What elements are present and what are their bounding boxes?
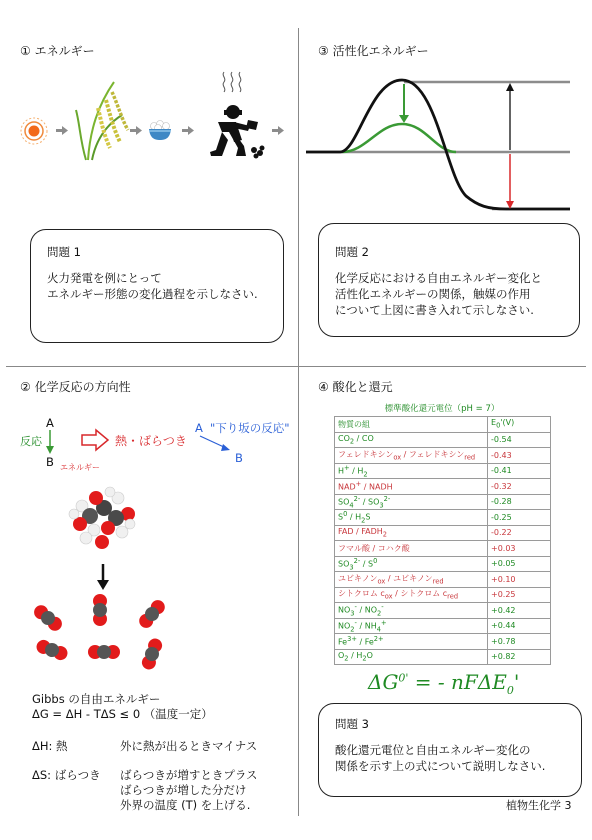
value-cell: -0.25	[488, 510, 551, 526]
reaction-label: 反応	[20, 435, 42, 448]
co2-molecule-icon	[93, 594, 107, 626]
question2-title: 問題 2	[335, 245, 369, 259]
table-row	[335, 572, 551, 588]
glucose-molecule-icon	[69, 487, 135, 549]
question3-box	[318, 703, 582, 797]
value-cell: +0.78	[488, 634, 551, 650]
value-cell: +0.03	[488, 541, 551, 557]
table-row	[335, 479, 551, 495]
value-cell: +0.82	[488, 649, 551, 665]
steam-icon	[223, 72, 241, 92]
value-cell: -0.41	[488, 463, 551, 479]
value-cell: -0.32	[488, 479, 551, 495]
co2-molecule-icon	[88, 645, 120, 659]
question2-line2: 活性化エネルギーの関係，触媒の作用	[335, 287, 531, 301]
table-row	[335, 649, 551, 665]
redox-potential-table	[334, 416, 551, 665]
delta-s-description-3: 外界の温度 (T) を上げる.	[120, 798, 251, 812]
rice-bowl-icon	[149, 121, 171, 141]
pair-cell: フェレドキシン$_{ox}$ / フェレドキシン$_{red}$	[335, 448, 488, 464]
downhill-a-label: A	[195, 421, 203, 435]
question2-box	[318, 223, 580, 337]
delta-s-description-1: ばらつきが増すときプラス	[120, 768, 258, 782]
delta-s-description-2: ばらつきが増した分だけ	[120, 783, 247, 797]
value-cell: +0.42	[488, 603, 551, 619]
table-row	[335, 494, 551, 510]
question1-line2: エネルギー形態の変化過程を示しなさい.	[47, 287, 258, 301]
value-cell: -0.54	[488, 432, 551, 448]
rice-plant-icon	[76, 82, 128, 160]
question1-line1: 火力発電を例にとって	[47, 271, 162, 285]
black-double-arrow-icon	[506, 83, 514, 150]
black-arrow-icon	[97, 564, 109, 590]
pair-cell: $H^+ / H_2$	[335, 463, 488, 479]
table-header-row	[335, 417, 551, 433]
gibbs-title: Gibbs の自由エネルギー	[32, 692, 161, 706]
redox-gibbs-equation: $\Delta G^{0'}$ = - nFΔE$_0$'	[368, 670, 520, 697]
table-row	[335, 463, 551, 479]
downhill-reaction-label: "下り坂の反応"	[210, 421, 290, 435]
product-b-label: B	[46, 455, 54, 469]
arrow-icon	[130, 126, 142, 135]
co2-molecule-icon	[136, 597, 167, 631]
pair-cell: $S^0 / H_2S$	[335, 510, 488, 526]
vertical-divider	[298, 28, 299, 816]
pair-cell: $NO_3^- / NO_2^-$	[335, 603, 488, 619]
sun-icon	[21, 118, 47, 144]
pair-cell: FAD / $FADH_2$	[335, 525, 488, 541]
reactant-a-label: A	[46, 416, 54, 430]
section3-title: ③ 活性化エネルギー	[318, 44, 429, 58]
table-row	[335, 448, 551, 464]
value-cell: +0.44	[488, 618, 551, 634]
diagonal-arrow-icon	[196, 434, 236, 454]
value-cell: +0.10	[488, 572, 551, 588]
down-arrow-icon	[44, 428, 56, 456]
section2-title: ② 化学反応の方向性	[20, 380, 131, 394]
question3-line2: 関係を示す上の式について説明しなさい.	[335, 759, 546, 773]
question3-line1: 酸化還元電位と自由エネルギー変化の	[335, 743, 531, 757]
worker-icon	[210, 105, 265, 159]
question2-line3: について上図に書き入れて示しなさい.	[335, 303, 534, 317]
co2-molecule-icon	[140, 637, 164, 672]
arrow-icon	[272, 126, 284, 135]
horizontal-divider	[6, 366, 586, 367]
header-value: $E_0'(V)$	[488, 417, 551, 433]
gibbs-equation: ΔG = ΔH - TΔS ≤ 0 （温度一定）	[32, 707, 213, 721]
arrow-icon	[56, 126, 68, 135]
energy-chain-illustration	[10, 70, 290, 170]
downhill-b-label: B	[235, 451, 243, 465]
table-row	[335, 556, 551, 572]
value-cell: -0.28	[488, 494, 551, 510]
question3-title: 問題 3	[335, 717, 369, 731]
table-row	[335, 603, 551, 619]
table-row	[335, 541, 551, 557]
value-cell: -0.43	[488, 448, 551, 464]
pair-cell: ユビキノン$_{ox}$ / ユビキノン$_{red}$	[335, 572, 488, 588]
pair-cell: $CO_2$ / CO	[335, 432, 488, 448]
pair-cell: フマル酸 / コハク酸	[335, 541, 488, 557]
delta-h-description: 外に熱が出るときマイナス	[120, 739, 258, 753]
question1-title: 問題 1	[47, 245, 81, 259]
glucose-to-co2-illustration	[30, 478, 190, 688]
red-arrow-icon	[506, 154, 514, 209]
table-row	[335, 510, 551, 526]
pair-cell: NAD+ / NADH	[335, 479, 488, 495]
pair-cell: $NO_2^- / NH_4^+$	[335, 618, 488, 634]
value-cell: +0.25	[488, 587, 551, 603]
question1-box	[30, 229, 284, 343]
pair-cell: $SO_3^{2-} / S^0$	[335, 556, 488, 572]
table-row	[335, 587, 551, 603]
co2-molecule-icon	[31, 602, 65, 633]
delta-h-label: ΔH: 熱	[32, 739, 68, 753]
section4-title: ④ 酸化と還元	[318, 380, 393, 394]
arrow-icon	[182, 126, 194, 135]
footer-label: 植物生化学 3	[506, 799, 572, 812]
co2-molecule-icon	[35, 638, 70, 662]
pair-cell: $Fe^{3+} / Fe^{2+}$	[335, 634, 488, 650]
header-pair: 物質の組	[335, 417, 488, 433]
pair-cell: シトクロム $c_{ox}$ / シトクロム $c_{red}$	[335, 587, 488, 603]
delta-s-label: ΔS: ばらつき	[32, 768, 101, 782]
table-row	[335, 618, 551, 634]
energy-label: エネルギー	[60, 463, 100, 472]
value-cell: -0.22	[488, 525, 551, 541]
table-row	[335, 525, 551, 541]
pair-cell: $O_2 / H_2O$	[335, 649, 488, 665]
table-row	[335, 432, 551, 448]
hollow-arrow-icon	[80, 428, 110, 452]
section1-title: ① エネルギー	[20, 44, 95, 58]
question2-line1: 化学反応における自由エネルギー変化と	[335, 271, 542, 285]
value-cell: +0.05	[488, 556, 551, 572]
table-row	[335, 634, 551, 650]
pair-cell: $SO_4^{2-} / SO_3^{2-}$	[335, 494, 488, 510]
activation-energy-diagram	[306, 66, 572, 216]
heat-disorder-label: 熱・ばらつき	[115, 434, 187, 448]
redox-table-title: 標準酸化還元電位（pH = 7）	[384, 404, 500, 414]
green-arrow-icon	[399, 84, 409, 123]
